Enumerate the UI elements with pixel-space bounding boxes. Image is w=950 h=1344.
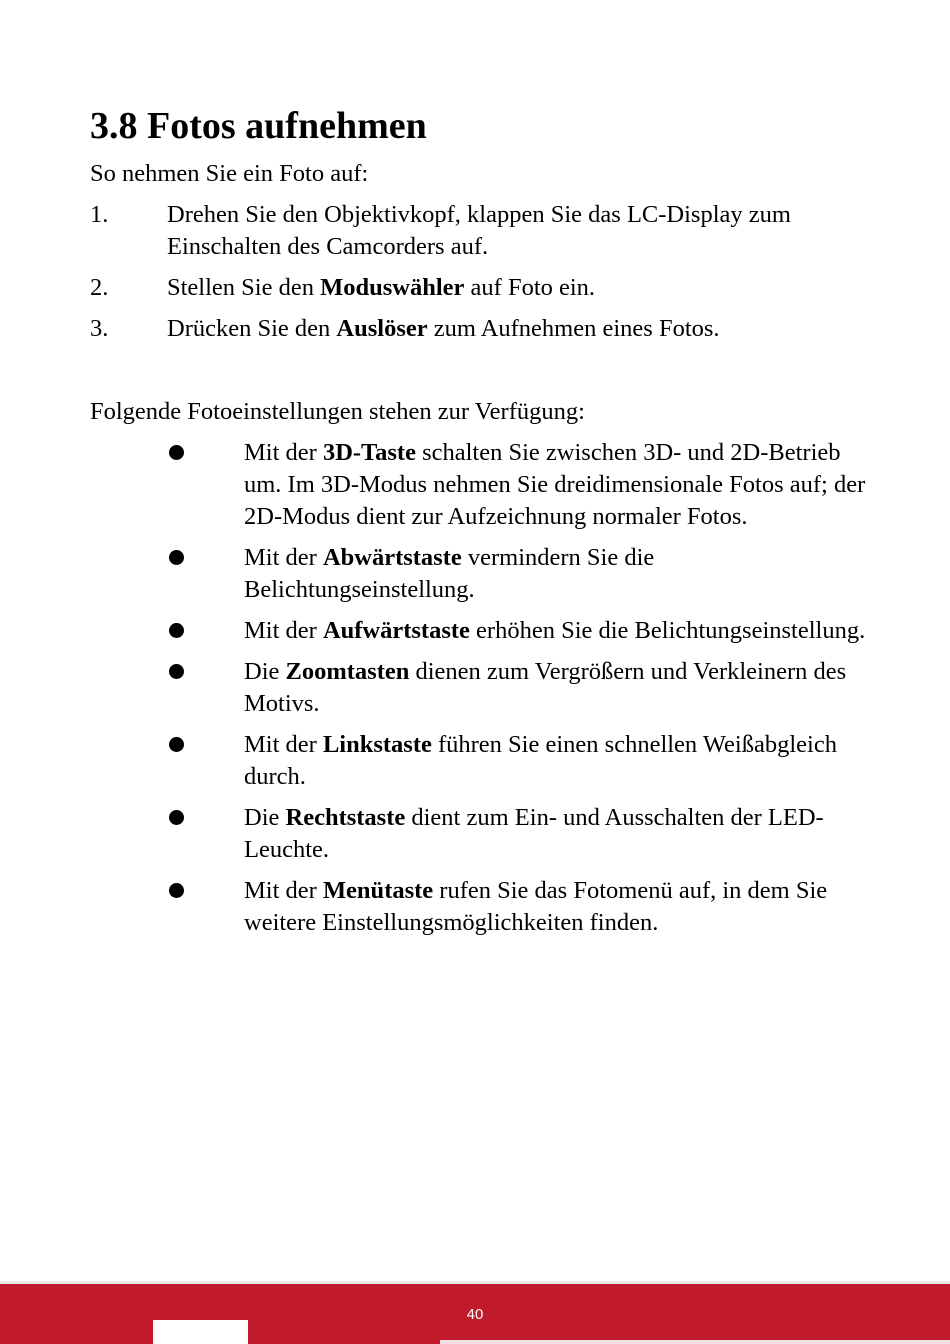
step-item (90, 313, 870, 345)
step-text (167, 313, 870, 345)
feature-text-part: rufen Sie das Fotomenü auf, in dem Sie weitere Einstellungsmöglichkeiten finden. (244, 877, 828, 936)
step-text-part: zum Aufnehmen eines Fotos. (427, 315, 720, 342)
bullet-icon (166, 802, 244, 866)
step-number: 2. (90, 274, 109, 301)
feature-item (166, 875, 866, 939)
step-item (90, 199, 870, 263)
bullet-icon (166, 875, 244, 939)
feature-item (166, 437, 866, 533)
feature-text-part: Die (244, 804, 286, 831)
feature-text-part: Mit der (244, 617, 323, 644)
features-list (166, 437, 866, 948)
bullet-icon (166, 656, 244, 720)
feature-item (166, 802, 866, 866)
bullet-icon (166, 615, 244, 647)
feature-text-part: dient zum Ein- und Ausschalten der LED-Leuchte. (244, 804, 824, 863)
feature-text-part: Die (244, 658, 286, 685)
step-item (90, 272, 870, 304)
feature-keyword: 3D-Taste (322, 439, 416, 466)
footer-tab (153, 1320, 248, 1344)
feature-text (244, 729, 866, 793)
feature-item (166, 729, 866, 793)
feature-text-part: erhöhen Sie die Belichtungseinstellung. (469, 617, 866, 644)
feature-keyword: Aufwärtstaste (322, 617, 470, 644)
bullet-icon (166, 542, 244, 606)
bullet-icon (166, 729, 244, 793)
feature-item (166, 615, 866, 647)
feature-keyword: Zoomtasten (285, 658, 410, 685)
step-number: 3. (90, 315, 109, 342)
feature-text-part: vermindern Sie die Belichtungseinstellung. (244, 544, 655, 603)
step-text-part: auf Foto ein. (464, 274, 596, 301)
page-number: 40 (466, 1306, 484, 1323)
feature-text (244, 437, 866, 533)
footer-line (440, 1340, 950, 1344)
step-number: 1. (90, 201, 109, 228)
step-keyword: Moduswähler (320, 274, 465, 301)
feature-keyword: Abwärtstaste (322, 544, 462, 571)
steps-list (90, 199, 870, 354)
feature-text (244, 656, 866, 720)
feature-text-part: dienen zum Vergrößern und Verkleinern des Motivs. (244, 658, 847, 717)
feature-item (166, 656, 866, 720)
section-heading: 3.8 Fotos aufnehmen (90, 105, 427, 147)
feature-item (166, 542, 866, 606)
step-text-part: Stellen Sie den (167, 274, 321, 301)
feature-keyword: Linkstaste (322, 731, 432, 758)
step-text (167, 272, 870, 304)
step-text: Drehen Sie den Objektivkopf, klappen Sie das LC-Display zum Einschalten des Camcorders auf. (167, 201, 791, 260)
feature-text-part: schalten Sie zwischen 3D- und 2D-Betrieb um. Im 3D-Modus nehmen Sie dreidimensionale Fotos auf; der 2D-Modus dient zur Aufzeichnung normaler Fotos. (244, 439, 866, 530)
step-keyword: Auslöser (336, 315, 428, 342)
intro-text: So nehmen Sie ein Foto auf: (90, 160, 369, 187)
feature-text-part: Mit der (244, 439, 323, 466)
step-text-part: Drücken Sie den (167, 315, 337, 342)
feature-text-part: Mit der (244, 877, 323, 904)
feature-text (244, 875, 866, 939)
feature-text (244, 542, 866, 606)
features-intro-text: Folgende Fotoeinstellungen stehen zur Verfügung: (90, 398, 585, 425)
bullet-icon (166, 437, 244, 533)
feature-text-part: Mit der (244, 544, 323, 571)
feature-keyword: Rechtstaste (285, 804, 406, 831)
feature-text (244, 615, 866, 647)
feature-text-part: führen Sie einen schnellen Weißabgleich durch. (244, 731, 837, 790)
feature-keyword: Menütaste (322, 877, 434, 904)
feature-text (244, 802, 866, 866)
feature-text-part: Mit der (244, 731, 323, 758)
